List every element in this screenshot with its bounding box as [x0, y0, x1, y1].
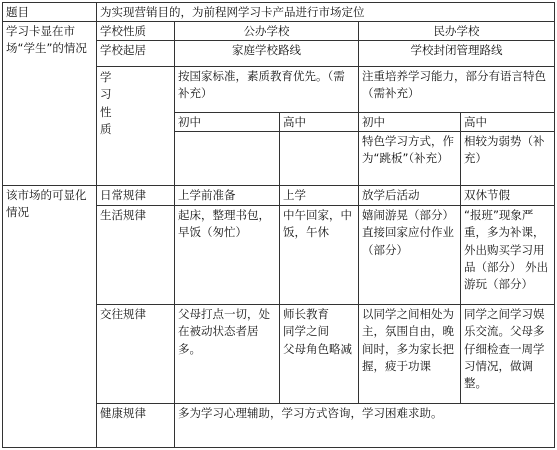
- social-school-line: 同学之间: [283, 324, 329, 339]
- life-after-school-line: 嬉闹游晃（部分）: [362, 208, 454, 222]
- private-school-header: 民办学校: [358, 21, 555, 41]
- life-school: 中午回家，中饭，午休: [279, 205, 359, 305]
- learning-quality-char: 性: [100, 104, 112, 119]
- health-label: 健康规律: [96, 403, 175, 448]
- daily-school: 上学: [279, 185, 359, 206]
- private-route: 学校封闭管理路线: [358, 40, 555, 67]
- public-senior-header: 高中: [279, 112, 359, 132]
- visible-section-label: 该市场的可显化情况: [2, 185, 97, 448]
- learning-quality-label: [96, 66, 175, 186]
- life-before-school: 起床，整理书包，早饭（匆忙）: [174, 205, 280, 305]
- health-text: 多为学习心理辅助，学习方式咨询，学习困难求助。: [174, 403, 555, 448]
- public-school-header: 公办学校: [174, 21, 359, 41]
- daily-after-school: 放学后活动: [358, 185, 461, 206]
- learning-quality-char: 习: [100, 87, 112, 102]
- social-school-line: 师长教育: [283, 307, 329, 321]
- school-start-label: 学校起居: [96, 40, 175, 67]
- life-after-school-line: 直接回家应付作业（部分）: [362, 225, 454, 257]
- social-before-school: 父母打点一切，处在被动状态者居多。: [174, 304, 280, 404]
- social-school-line: 父母角色略减: [283, 341, 352, 356]
- daily-before-school: 上学前准备: [174, 185, 280, 206]
- private-senior-note: 相较为弱势（补充）: [460, 131, 555, 186]
- private-quality-note: 注重培养学习能力，部分有语言特色（需补充）: [358, 66, 555, 113]
- topic-label: 题目: [2, 2, 97, 22]
- social-after-school: 以同学之间相处为主，氛围自由，晚间时，多为家长把握，疲于功课: [358, 304, 461, 404]
- daily-weekend: 双休节假: [460, 185, 555, 206]
- private-senior-header: 高中: [460, 112, 555, 132]
- social-label: 交往规律: [96, 304, 175, 404]
- social-weekend: 同学之间学习娱乐交流。父母多仔细检查一周学习情况，做调整。: [460, 304, 555, 404]
- life-weekend: “报班”现象严重，多为补课，外出购买学习用品（部分） 外出游玩（部分）: [460, 205, 555, 305]
- public-quality-note: 按国家标准，素质教育优先。（需补充）: [174, 66, 359, 113]
- private-junior-header: 初中: [358, 112, 461, 132]
- daily-label: 日常规律: [96, 185, 175, 206]
- public-junior-cell: [174, 131, 280, 186]
- life-after-school: [358, 205, 461, 305]
- private-junior-note: 特色学习方式，作为“跳板”（补充）: [358, 131, 461, 186]
- public-route: 家庭学校路线: [174, 40, 359, 67]
- school-type-label: 学校性质: [96, 21, 175, 41]
- learning-quality-char: 质: [100, 121, 112, 136]
- students-section-label: 学习卡显在市场“学生”的情况: [2, 21, 97, 186]
- life-label: 生活规律: [96, 205, 175, 305]
- public-junior-header: 初中: [174, 112, 280, 132]
- public-senior-cell: [279, 131, 359, 186]
- topic-value: 为实现营销目的，为前程网学习卡产品进行市场定位: [96, 2, 555, 22]
- social-school: [279, 304, 359, 404]
- learning-quality-char: 学: [100, 70, 112, 84]
